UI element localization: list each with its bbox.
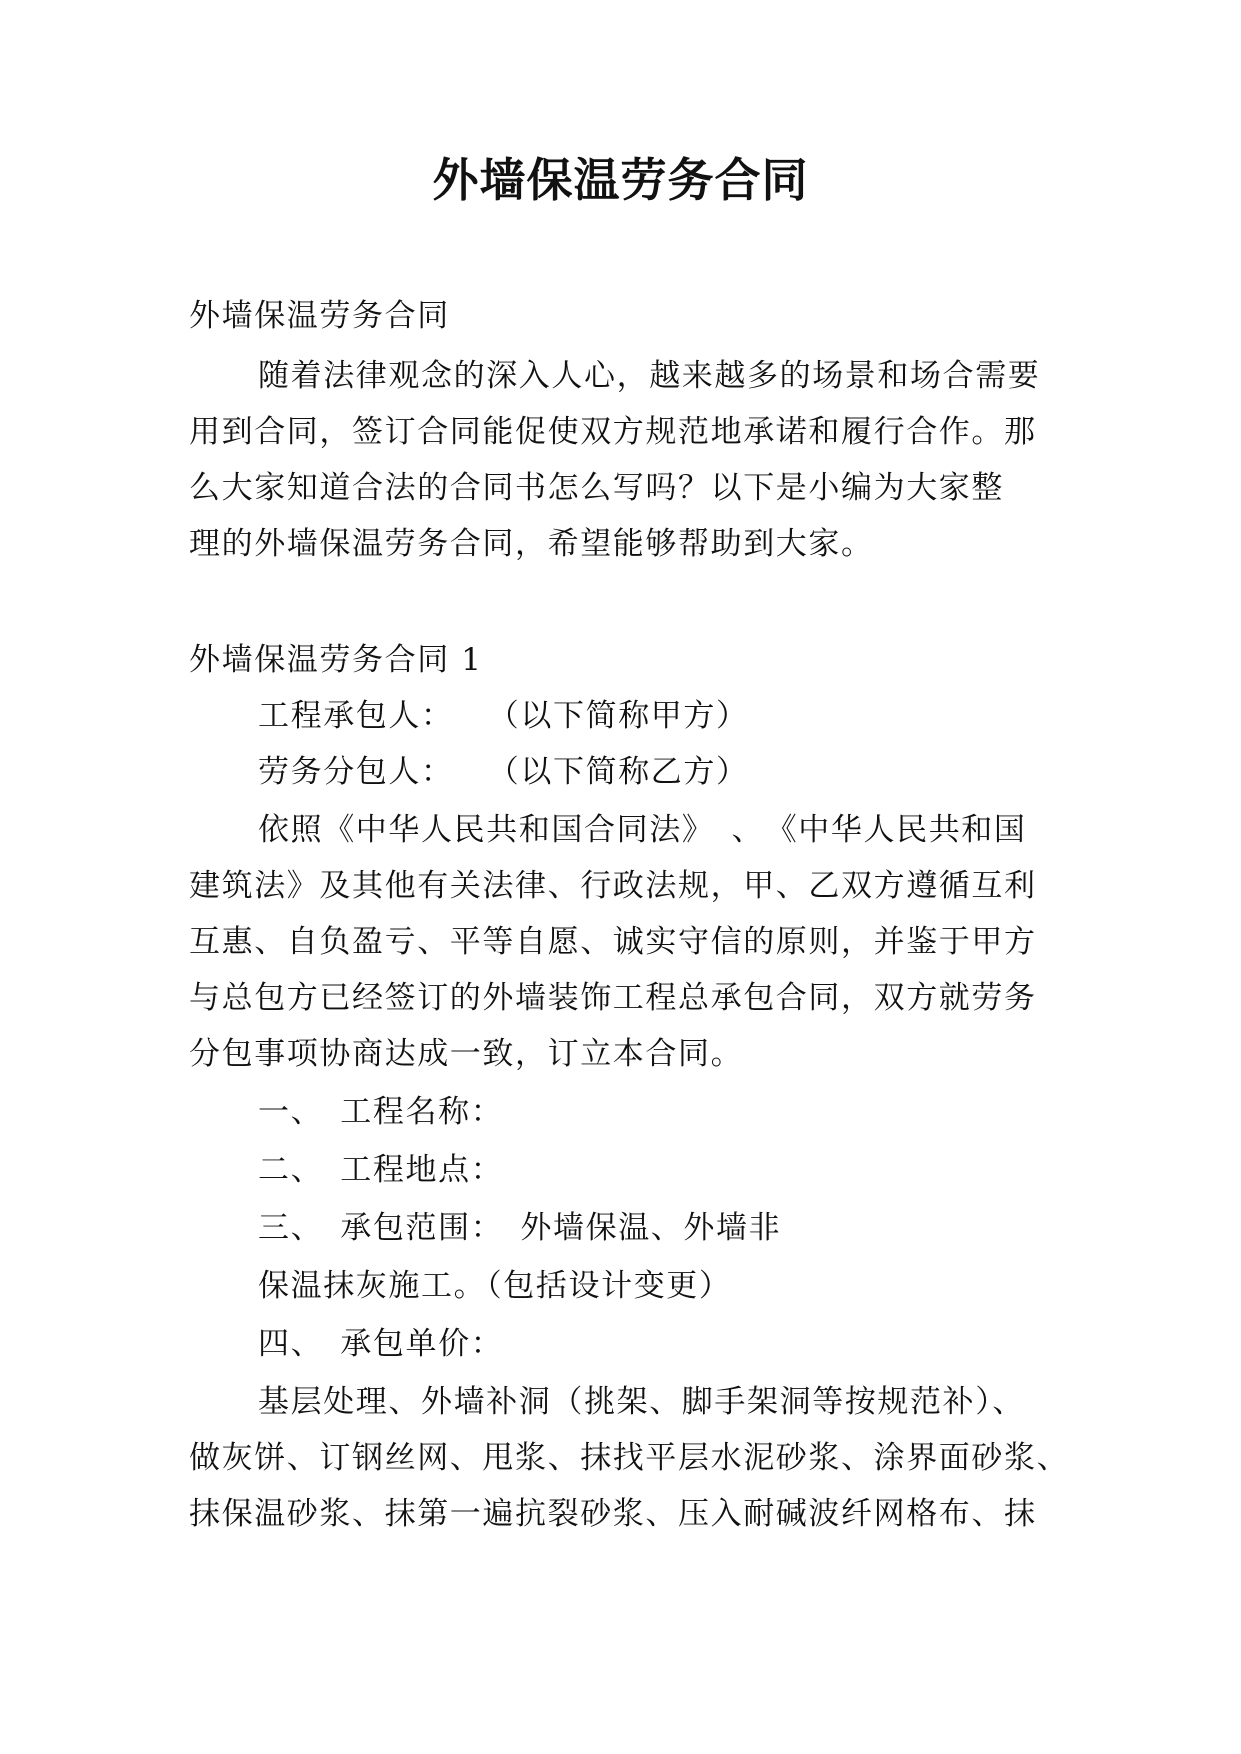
subcontractor-line: 劳务分包人： （以下简称乙方） bbox=[258, 754, 749, 790]
clause-scope: 三、 承包范围： 外墙保温、外墙非 bbox=[258, 1210, 782, 1246]
contract-heading: 外墙保温劳务合同 1 bbox=[189, 642, 483, 678]
preamble-paragraph-line: 互惠、自负盈亏、平等自愿、诚实守信的原则，并鉴于甲方 bbox=[189, 924, 1037, 960]
contractor-line: 工程承包人： （以下简称甲方） bbox=[258, 698, 749, 734]
clause-project-location: 二、 工程地点： bbox=[258, 1152, 504, 1188]
preamble-paragraph-line: 分包事项协商达成一致，订立本合同。 bbox=[189, 1036, 744, 1072]
preamble-paragraph-line: 与总包方已经签订的外墙装饰工程总承包合同，双方就劳务 bbox=[189, 980, 1037, 1016]
clause-scope-continued: 保温抹灰施工。（包括设计变更） bbox=[258, 1268, 732, 1304]
document-title: 外墙保温劳务合同 bbox=[432, 153, 809, 207]
work-items-paragraph-line: 抹保温砂浆、抹第一遍抗裂砂浆、压入耐碱波纤网格布、抹 bbox=[189, 1496, 1037, 1532]
section-heading: 外墙保温劳务合同 bbox=[189, 298, 450, 334]
preamble-paragraph-line: 建筑法》及其他有关法律、行政法规，甲、乙双方遵循互利 bbox=[189, 868, 1037, 904]
clause-project-name: 一、 工程名称： bbox=[258, 1094, 504, 1130]
work-items-paragraph-line: 基层处理、外墙补洞（挑架、脚手架洞等按规范补）、 bbox=[258, 1384, 1025, 1420]
clause-unit-price: 四、 承包单价： bbox=[258, 1326, 504, 1362]
intro-paragraph-line: 用到合同，签订合同能促使双方规范地承诺和履行合作。那 bbox=[189, 414, 1037, 450]
work-items-paragraph-line: 做灰饼、订钢丝网、甩浆、抹找平层水泥砂浆、涂界面砂浆、 bbox=[189, 1440, 1070, 1476]
preamble-paragraph-line: 依照《中华人民共和国合同法》 、 《中华人民共和国 bbox=[258, 812, 1027, 848]
intro-paragraph-line: 么大家知道合法的合同书怎么写吗？以下是小编为大家整 bbox=[189, 470, 1004, 506]
intro-paragraph-line: 随着法律观念的深入人心，越来越多的场景和场合需要 bbox=[258, 358, 1041, 394]
intro-paragraph-line: 理的外墙保温劳务合同，希望能够帮助到大家。 bbox=[189, 526, 874, 562]
